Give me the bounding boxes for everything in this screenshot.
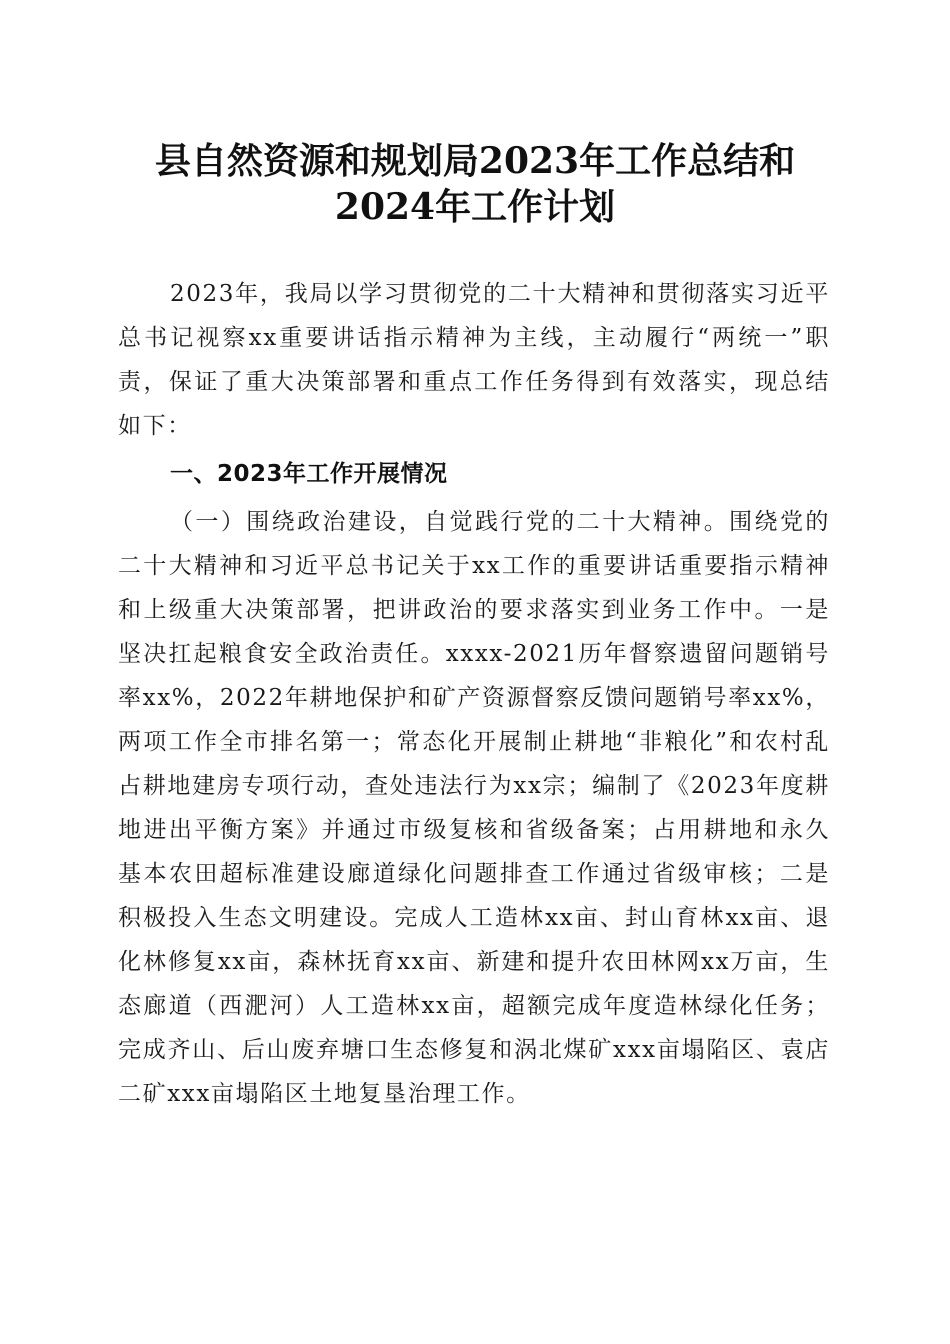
intro-paragraph: 2023年，我局以学习贯彻党的二十大精神和贯彻落实习近平总书记视察xx重要讲话指示精神为主线，主动履行“两统一”职责，保证了重大决策部署和重点工作任务得到有效落实，现总结如下：	[118, 281, 830, 439]
section-1-paragraph: （一）围绕政治建设，自觉践行党的二十大精神。围绕党的二十大精神和习近平总书记关于xx工作的重要讲话重要指示精神和上级重大决策部署，把讲政治的要求落实到业务工作中。一是坚决扛起粮食安全政治责任。xxxx-2021历年督察遗留问题销号率xx%，2022年耕地保护和矿产资源督察反馈问题销号率xx%，两项工作全市排名第一；常态化开展制止耕地“非粮化”和农村乱占耕地建房专项行动，查处违法行为xx宗；编制了《2023年度耕地进出平衡方案》并通过市级复核和省级备案；占用耕地和永久基本农田超标准建设廊道绿化问题排查工作通过省级审核；二是积极投入生态文明建设。完成人工造林xx亩、封山育林xx亩、退化林修复xx亩，森林抚育xx亩、新建和提升农田林网xx万亩，生态廊道（西淝河）人工造林xx亩，超额完成年度造林绿化任务；完成齐山、后山废弃塘口生态修复和涡北煤矿xxx亩塌陷区、袁店二矿xxx亩塌陷区土地复垦治理工作。	[118, 509, 830, 1107]
section-heading: 一、2023年工作开展情况	[170, 461, 448, 487]
document-title: 县自然资源和规划局2023年工作总结和2024年工作计划	[154, 140, 796, 228]
